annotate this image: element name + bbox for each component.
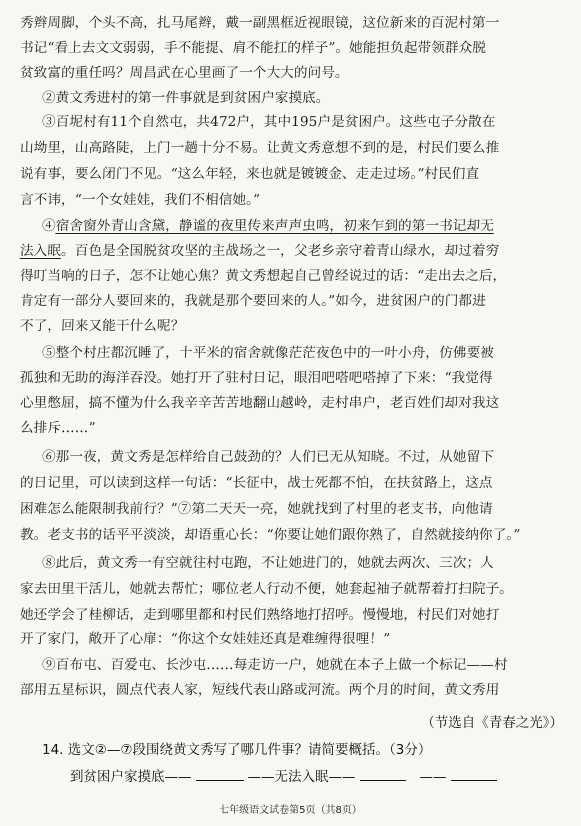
answer-line — [70, 765, 501, 785]
paragraph-8: ⑧此后，黄文秀一有空就往村屯跑，不让她进门的，她就去两次、三次；人 — [41, 555, 495, 571]
underlined-sentence-end: 法入眠 — [19, 243, 62, 259]
underlined-sentence: 宿舍窗外青山含黛，静谧的夜里传来声声虫鸣，初来乍到的第一书记却无 — [55, 218, 495, 234]
answer-sep-1: —— — [247, 769, 275, 785]
text-line: 家去田里干活儿，她就去帮忙；哪位老人行动不便，她套起袖子就帮着打扫院子。 — [19, 581, 514, 597]
text-line: 开了家门，敞开了心扉：“你这个女娃娃还真是难缠得很哩！” — [19, 631, 391, 647]
text-line: 教。老支书的话平平淡淡，却语重心长：“你要让她们跟你熟了，自然就接纳你了。” — [19, 527, 521, 543]
text-line — [20, 243, 500, 259]
text-line: 贫致富的重任吗？周昌武在心里画了一个大大的问号。 — [19, 65, 349, 81]
answer-middle: 无法入眠—— — [274, 769, 356, 785]
text-line: 不了，回来又能干什么呢？ — [19, 318, 185, 334]
question-text: 选文②—⑦段围绕黄文秀写了哪几件事？请简要概括。（3分） — [67, 742, 432, 758]
paragraph-number: ④ — [41, 218, 56, 234]
source-citation: （节选自《青春之光》） — [421, 715, 563, 731]
paragraph-4 — [42, 218, 494, 234]
answer-prefix: 到贫困户家摸底—— — [70, 769, 192, 785]
question-14 — [42, 738, 431, 758]
page-footer: 七年级语文试卷第5页（共8页） — [219, 805, 362, 816]
answer-blank-3[interactable] — [451, 768, 497, 781]
text-line: 的日记里，可以读到这样一句话：“长征中，战士死都不怕，在扶贫路上，这点 — [19, 475, 493, 491]
paragraph-6: ⑥那一夜，黄文秀是怎样给自己鼓劲的？人们已无从知晓。不过，从她留下 — [41, 449, 495, 465]
answer-sep-2: —— — [419, 769, 447, 785]
text-line: 说有事，要么闭门不见。“这么年轻，来也就是镀镀金、走走过场。”村民们直 — [19, 166, 480, 182]
text-line: 言不讳，“一个女娃娃，我们不相信她。” — [19, 192, 261, 208]
text-line: 秀辫周脚，个头不高，扎马尾辫，戴一副黑框近视眼镜，这位新来的百泥村第一 — [19, 15, 500, 31]
answer-blank-1[interactable] — [196, 768, 244, 781]
text-line: 书记“看上去文文弱弱，手不能提、肩不能扛的样子”。她能担负起带领群众脱 — [19, 40, 487, 56]
text-line: 得叮当响的日子，怎不让她心焦？黄文秀想起自己曾经说过的话：“走出去之后， — [19, 268, 507, 284]
text-line: 肯定有一部分人要回来的，我就是那个要回来的人。”如今，进贫困户的门都进 — [19, 293, 487, 309]
text-line: 么排斥……” — [19, 420, 96, 436]
paragraph-5: ⑤整个村庄都沉睡了，十平米的宿舍就像茫茫夜色中的一叶小舟，仿佛要被 — [41, 345, 495, 361]
text-line: 部用五星标识，圆点代表人家，短线代表山路或河流。两个月的时间，黄文秀用 — [19, 682, 500, 698]
answer-blank-2[interactable] — [360, 768, 406, 781]
text-line: 山坳里，山高路陡，上门一趟十分不易。让黄文秀意想不到的是，村民们要么推 — [19, 140, 500, 156]
text-line: 孤独和无助的海洋吞没。她打开了驻村日记，眼泪吧嗒吧嗒掉了下来：“我觉得 — [19, 370, 493, 386]
text-line: 心里憋屈，搞不懂为什么我辛辛苦苦地翻山越岭，走村串户，老百姓们却对我这 — [19, 395, 500, 411]
question-number: 14. — [42, 742, 64, 758]
paragraph-9: ⑨百布屯、百爱屯、长沙屯……每走访一户，她就在本子上做一个标记——村 — [41, 657, 508, 673]
text-rest: 。百色是全国脱贫攻坚的主战场之一，父老乡亲守着青山绿水，却过着穷 — [60, 243, 500, 259]
paragraph-3: ③百坭村有11个自然屯，共472户，其中195户是贫困户。这些屯子分散在 — [41, 114, 496, 130]
text-line: 困难怎么能限制我前行？”⑦第二天天一亮，她就找到了村里的老支书，向他请 — [19, 501, 493, 517]
text-line: 她还学会了桂柳话，走到哪里都和村民们熟络地打招呼。慢慢地，村民们对她打 — [19, 607, 500, 623]
paragraph-2: ②黄文秀进村的第一件事就是到贫困户家摸底。 — [41, 90, 330, 106]
